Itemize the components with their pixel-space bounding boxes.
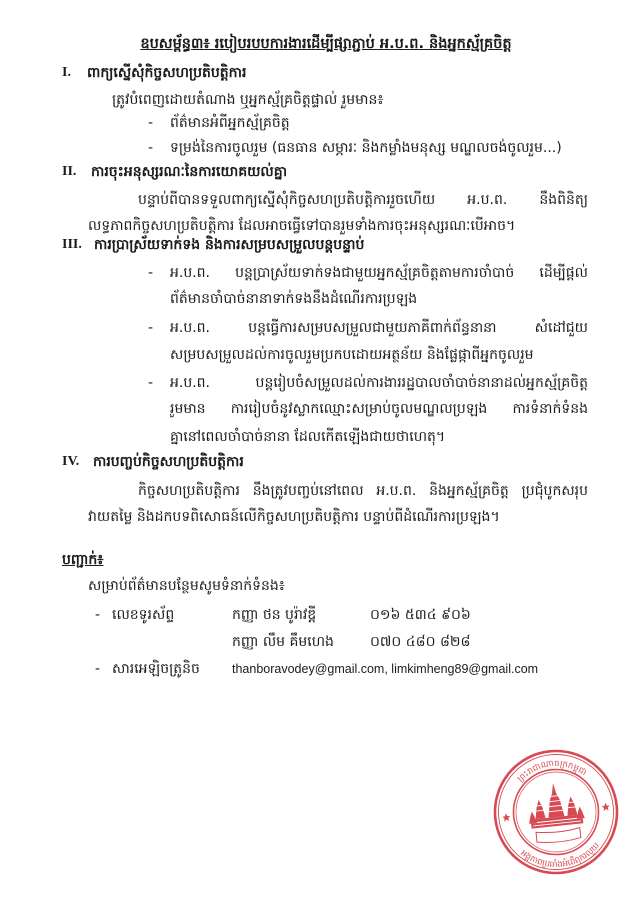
stamp-bottom-text: អង្គភាពប្រឆាំងអំពើពុករលួយ — [518, 840, 602, 871]
contact-intro: សម្រាប់ព័ត៌មានបន្ថែមសូមទំនាក់ទំនង៖ — [88, 578, 285, 594]
section-3-bullet-2-line: សម្របសម្រួលដល់ការចូលរួមប្រកបដោយអត្ថន័យ និងផ្លែផ្កាពីអ្នកចូលរួម — [170, 347, 534, 363]
section-2-paragraph-line: បន្ទាប់ពីបានទទួលពាក្យស្នើសុំកិច្ចសហប្រតិបត្តិការរួចហើយ អ.ប.ព. នឹងពិនិត្យ — [138, 192, 588, 208]
contact-phone: ០១៦ ៥៣៤ ៩០៦ — [370, 607, 471, 623]
section-3-bullet-2-line: អ.ប.ព. បន្តធ្វើការសម្របសម្រួលជាមួយភាគីពាក់ព័ន្ធនានា សំដៅជួយ — [170, 320, 588, 336]
stamp-banner — [536, 828, 581, 845]
stamp-top-text: ព្រះរាជាណាចក្រកម្ពុជា — [515, 758, 589, 785]
section-3-bullet-3-line: រួមមាន ការរៀបចំនូវស្លាកឈ្មោះសម្រាប់ចូលមណ្ឌលប្រឡង ការទំនាក់ទំនង — [170, 401, 588, 417]
section-3-bullet-3-line: គ្នានៅពេលចាំបាច់នានា ដែលកើតឡើងជាយថាហេតុ។ — [170, 429, 446, 445]
email-label: សារអេឡិចត្រូនិច — [112, 661, 200, 677]
section-3-bullet-1-line: អ.ប.ព. បន្តប្រាស្រ័យទាក់ទងជាមួយអ្នកស្ម័គ្រចិត្តតាមការចាំបាច់ ដើម្បីផ្តល់ — [170, 265, 588, 281]
section-3-bullet-3-line: អ.ប.ព. បន្តរៀបចំសម្រួលដល់ការងាររដ្ឋបាលចាំបាច់នានាដល់អ្នកស្ម័គ្រចិត្ត — [170, 375, 588, 391]
contact-name: កញ្ញា ថន បូរ៉ាវឌ្ដី — [232, 607, 317, 623]
stamp-star-left-icon — [502, 813, 511, 822]
bullet-marker: - — [148, 375, 154, 391]
phone-label: លេខទូរស័ព្ទ — [112, 607, 175, 623]
section-1-heading: ពាក្យស្នើសុំកិច្ចសហប្រតិបត្តិការ — [87, 65, 247, 81]
contact-phone: ០៧០ ៤៨០ ៨២៨ — [370, 634, 471, 650]
stamp-star-right-icon — [601, 802, 610, 811]
section-4-heading: ការបញ្ចប់កិច្ចសហប្រតិបត្តិការ — [93, 454, 244, 470]
bullet-marker: - — [148, 320, 154, 336]
bullet-marker: - — [95, 661, 101, 677]
contact-heading: បញ្ជាក់៖ — [62, 552, 104, 568]
section-1-intro: ត្រូវបំពេញដោយតំណាង ឬអ្នកស្ម័គ្រចិត្តផ្ទាល់ រួមមាន៖ — [112, 92, 384, 108]
section-3-numeral: III. — [62, 237, 82, 252]
section-4-numeral: IV. — [62, 454, 80, 469]
bullet-marker: - — [148, 265, 154, 281]
section-2-numeral: II. — [62, 164, 77, 179]
section-1-numeral: I. — [62, 65, 71, 80]
bullet-marker: - — [148, 140, 154, 156]
bullet-marker: - — [148, 115, 154, 131]
section-4-paragraph-line: កិច្ចសហប្រតិបត្តិការ នឹងត្រូវបញ្ចប់នៅពេល អ.ប.ព. និងអ្នកស្ម័គ្រចិត្ត ប្រជុំបូកសរុប — [138, 483, 588, 499]
section-3-bullet-1-line: ព័ត៌មានចាំបាច់នានាទាក់ទងនឹងដំណើរការប្រឡង — [170, 291, 418, 307]
official-stamp — [492, 748, 620, 876]
section-3-heading: ការប្រាស្រ័យទាក់ទង និងការសម្របសម្រួលបន្តបន្ទាប់ — [94, 237, 365, 253]
contact-emails: thanboravodey@gmail.com, limkimheng89@gmail.com — [232, 662, 539, 676]
section-1-bullet-1: ព័ត៌មានអំពីអ្នកស្ម័គ្រចិត្ត — [170, 115, 290, 131]
section-2-heading: ការចុះអនុស្សរណៈនៃការយោគយល់គ្នា — [91, 164, 288, 180]
contact-name: កញ្ញា លឹម គឹមហេង — [232, 634, 334, 650]
section-1-bullet-2: ទម្រង់នៃការចូលរួម (ធនធាន សម្ភារៈ និងកម្លាំងមនុស្ស មណ្ឌលចង់ចូលរួម...) — [170, 140, 562, 156]
stamp-temple-icon — [525, 780, 585, 829]
bullet-marker: - — [95, 607, 101, 623]
document-title: ឧបសម្ព័ន្ធ៣៖ របៀបរបបការងារដើម្បីផ្សាភ្ជាប់ អ.ប.ព. និងអ្នកស្ម័គ្រចិត្ត — [140, 36, 512, 52]
section-2-paragraph-line: លទ្ធភាពកិច្ចសហប្រតិបត្តិការ ដែលអាចធ្វើទៅបានរួមទាំងការចុះអនុស្សរណៈបើអាច។ — [88, 218, 516, 234]
section-4-paragraph-line: វាយតម្លៃ និងដកបទពិសោធន៍លើកិច្ចសហប្រតិបត្តិការ បន្ទាប់ពីដំណើរការប្រឡង។ — [88, 509, 500, 525]
